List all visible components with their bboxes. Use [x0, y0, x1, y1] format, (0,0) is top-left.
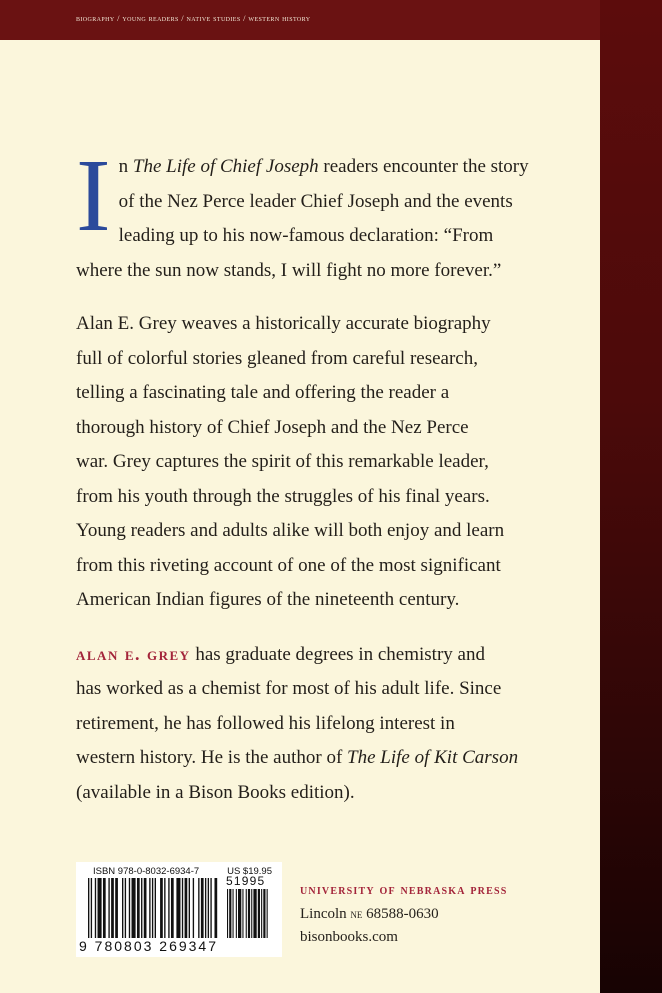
publisher-zip: 68588-0630	[366, 906, 439, 922]
barcode-bar	[182, 878, 183, 938]
barcode-bar	[208, 878, 209, 938]
barcode-digits: 9 780803 269347	[79, 938, 218, 954]
summary-paragraph	[76, 307, 596, 618]
barcode-bar	[125, 878, 126, 938]
barcode-bar	[193, 878, 194, 938]
summary-line: American Indian figures of the nineteenth century.	[76, 589, 460, 610]
barcode-bar	[91, 878, 92, 938]
barcode-bar	[238, 889, 241, 938]
publisher-address	[300, 902, 507, 926]
summary-line: war. Grey captures the spirit of this remarkable leader,	[76, 451, 489, 472]
barcode-bar	[129, 878, 130, 938]
barcode-bar	[137, 878, 140, 938]
publisher-state: ne	[350, 906, 363, 921]
summary-line: from this riveting account of one of the most significant	[76, 554, 501, 576]
intro-line-4: where the sun now stands, I will fight no more forever.”	[76, 259, 502, 281]
intro-paragraph	[76, 138, 596, 288]
category-line: biography / young readers / native studies / western history	[76, 13, 311, 23]
summary-line: Young readers and adults alike will both enjoy and learn	[76, 520, 505, 541]
barcode-bar	[155, 878, 156, 938]
publisher-block	[300, 879, 507, 949]
right-spine-band	[600, 0, 662, 993]
barcode-bar	[168, 878, 169, 938]
intro-line-1-start: n	[118, 156, 133, 177]
barcode-bar	[160, 878, 163, 938]
barcode-bar	[149, 878, 150, 938]
barcode-bar	[205, 878, 206, 938]
bio-line-1	[76, 637, 596, 673]
barcode-bar	[122, 878, 123, 938]
publisher-city: Lincoln	[300, 906, 347, 922]
barcode-bar	[258, 889, 260, 938]
description-block	[76, 138, 596, 829]
barcode-bar	[103, 878, 106, 938]
barcode-bar	[111, 878, 114, 938]
barcode-bar	[210, 878, 211, 938]
barcode-bar	[233, 889, 234, 938]
barcode-bar	[164, 878, 165, 938]
intro-line-1	[76, 150, 596, 185]
barcode-bar	[251, 889, 252, 938]
barcode-bar	[198, 878, 199, 938]
summary-line: from his youth through the struggles of his final years.	[76, 485, 490, 507]
other-book-title: The Life of Kit Carson	[347, 747, 519, 768]
barcode-bar	[152, 878, 153, 938]
barcode-bar	[248, 889, 250, 938]
barcode-bar	[108, 878, 109, 938]
bio-line-2: has worked as a chemist for most of his adult life. Since	[76, 678, 502, 699]
summary-line: thorough history of Chief Joseph and the Nez Perce	[76, 416, 469, 438]
barcode-bar	[98, 878, 102, 938]
bio-line-5: (available in a Bison Books edition).	[76, 781, 355, 803]
barcode-bar	[261, 889, 262, 938]
bio-line-4-start: western history. He is the author of	[76, 747, 348, 768]
summary-line: Alan E. Grey weaves a historically accurate biography	[76, 313, 491, 334]
bio-line-3: retirement, he has followed his lifelong interest in	[76, 712, 455, 734]
barcode-bar	[185, 878, 188, 938]
price-addon-barcode	[227, 889, 277, 938]
barcode-bar	[201, 878, 204, 938]
bio-line-4	[76, 741, 596, 776]
barcode-bar	[171, 878, 174, 938]
barcode-bar	[242, 889, 243, 938]
price-text: US $19.95	[227, 866, 272, 877]
publisher-website: bisonbooks.com	[300, 929, 398, 945]
summary-line: telling a fascinating tale and offering the reader a	[76, 382, 450, 403]
book-title: The Life of Chief Joseph	[132, 156, 319, 177]
drop-cap: I	[76, 138, 111, 253]
author-bio-paragraph	[76, 637, 596, 811]
barcode-bar	[267, 889, 268, 938]
barcode-bar	[229, 889, 231, 938]
barcode-bar	[246, 889, 247, 938]
barcode-bar	[263, 889, 265, 938]
bio-line-1-rest: has graduate degrees in chemistry and	[190, 643, 485, 665]
barcode-bar	[95, 878, 96, 938]
barcode-bar	[214, 878, 217, 938]
barcode-bar	[88, 878, 89, 938]
barcode-bar	[176, 878, 180, 938]
summary-line: full of colorful stories gleaned from careful research,	[76, 347, 478, 369]
barcode-box	[76, 862, 282, 957]
barcode-bar	[144, 878, 147, 938]
barcode-bar	[132, 878, 136, 938]
isbn-text: ISBN 978-0-8032-6934-7	[93, 866, 200, 877]
intro-line-2: of the Nez Perce leader Chief Joseph and the events	[118, 190, 513, 212]
intro-line-3: leading up to his now-famous declaration: “From	[118, 225, 494, 246]
intro-line-1-rest: readers encounter the story	[318, 156, 529, 177]
barcode-bar	[253, 889, 256, 938]
isbn-barcode	[88, 878, 218, 938]
price-addon-digits: 51995	[226, 874, 266, 888]
barcode-bar	[227, 889, 228, 938]
barcode-bar	[141, 878, 142, 938]
author-name: alan e. grey	[76, 643, 191, 664]
barcode-bar	[115, 878, 118, 938]
publisher-name: university of nebraska press	[300, 883, 508, 898]
barcode-bar	[236, 889, 237, 938]
barcode-bar	[189, 878, 190, 938]
